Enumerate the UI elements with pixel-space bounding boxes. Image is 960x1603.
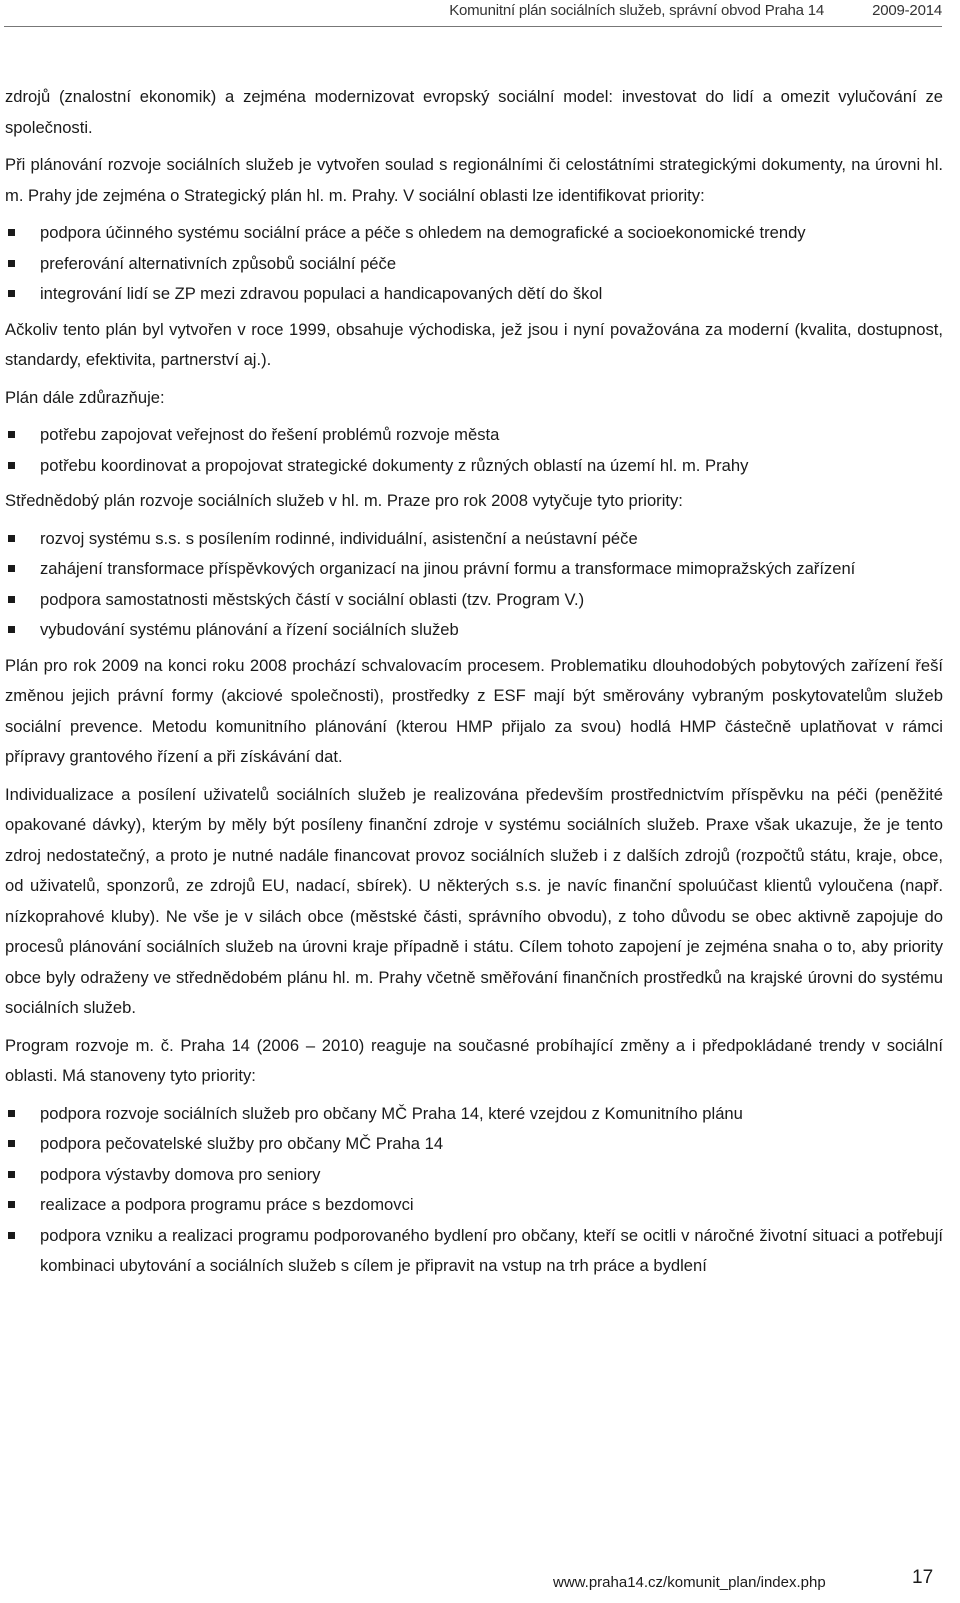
list-item: preferování alternativních způsobů sociální péče <box>5 249 943 280</box>
bullet-icon <box>8 1232 15 1239</box>
list-item: podpora pečovatelské služby pro občany MČ Praha 14 <box>5 1129 943 1160</box>
header-title: Komunitní plán sociálních služeb, správní obvod Praha 14 <box>449 2 825 19</box>
priority-list-2008 <box>5 524 943 646</box>
page-number: 17 <box>912 1567 934 1588</box>
list-item: podpora účinného systému sociální práce a péče s ohledem na demografické a socioekonomické trendy <box>5 218 943 249</box>
list-item: podpora vzniku a realizaci programu podporovaného bydlení pro občany, kteří se ocitli v náročné životní situaci a potřebují kombinaci ubytování a sociálních služeb s cílem je připravit na vstup na trh práce a bydlení <box>5 1221 943 1282</box>
bullet-icon <box>8 565 15 572</box>
footer-url: www.praha14.cz/komunit_plan/index.php <box>553 1574 826 1591</box>
list-item: zahájení transformace příspěvkových organizací na jinou právní formu a transformace mimopražských zařízení <box>5 554 943 585</box>
list-item: podpora samostatnosti městských částí v sociální oblasti (tzv. Program V.) <box>5 585 943 616</box>
bullet-icon <box>8 229 15 236</box>
bullet-icon <box>8 462 15 469</box>
paragraph-8: Program rozvoje m. č. Praha 14 (2006 – 2010) reaguje na současné probíhající změny a i předpokládané trendy v sociální oblasti. Má stanoveny tyto priority: <box>5 1035 943 1085</box>
plan-emphasis-list <box>5 420 943 481</box>
bullet-icon <box>8 260 15 267</box>
bullet-icon <box>8 1140 15 1147</box>
paragraph-3: Ačkoliv tento plán byl vytvořen v roce 1999, obsahuje východiska, jež jsou i nyní považována za moderní (kvalita, dostupnost, standardy, efektivita, partnerství aj.). <box>5 319 943 369</box>
bullet-icon <box>8 535 15 542</box>
list-item: rozvoj systému s.s. s posílením rodinné, individuální, asistenční a neústavní péče <box>5 524 943 555</box>
paragraph-7: Individualizace a posílení uživatelů sociálních služeb je realizována především prostřednictvím příspěvku na péči (peněžité opakované dávky), kterým by měly být posíleny finanční zdroje v systému sociálních služeb. Praxe však ukazuje, že je tento zdroj nedostatečný, a proto je nutné nadále financovat provoz sociálních služeb i z dalších zdrojů (rozpočtů státu, kraje, obce, od uživatelů, sponzorů, ze zdrojů EU, nadací, sbírek). U některých s.s. je navíc finanční spoluúčast klientů vyloučena (např. nízkoprahové kluby). Ne vše je v silách obce (městské části, správního obvodu), z toho důvodu se obec aktivně zapojuje do procesů plánování sociálních služeb na úrovni kraje případně i státu. Cílem tohoto zapojení je zejména snaha o to, aby priority obce byly odraženy ve střednědobém plánu hl. m. Prahy včetně směřování finančních prostředků na krajské úrovni do systému sociálních služeb. <box>5 784 943 1017</box>
paragraph-5: Střednědobý plán rozvoje sociálních služeb v hl. m. Praze pro rok 2008 vytyčuje tyto priority: <box>5 491 683 510</box>
document-body <box>5 82 943 1287</box>
bullet-icon <box>8 1110 15 1117</box>
list-item: potřebu koordinovat a propojovat strategické dokumenty z různých oblastí na území hl. m. Prahy <box>5 451 943 482</box>
priority-list-praha14 <box>5 1099 943 1282</box>
paragraph-2: Při plánování rozvoje sociálních služeb je vytvořen soulad s regionálními či celostátními strategickými dokumenty, na úrovni hl. m. Prahy jde zejména o Strategický plán hl. m. Prahy. V sociální oblasti lze identifikovat priority: <box>5 155 943 205</box>
bullet-icon <box>8 1201 15 1208</box>
bullet-icon <box>8 596 15 603</box>
paragraph-1: zdrojů (znalostní ekonomik) a zejména modernizovat evropský sociální model: investovat do lidí a omezit vylučování ze společnosti. <box>5 87 943 137</box>
list-item: podpora výstavby domova pro seniory <box>5 1160 943 1191</box>
running-header <box>0 2 942 19</box>
list-item: integrování lidí se ZP mezi zdravou populaci a handicapovaných dětí do škol <box>5 279 943 310</box>
list-item: realizace a podpora programu práce s bezdomovci <box>5 1190 943 1221</box>
priority-list-strategic-plan <box>5 218 943 310</box>
list-item: potřebu zapojovat veřejnost do řešení problémů rozvoje města <box>5 420 943 451</box>
bullet-icon <box>8 626 15 633</box>
paragraph-6: Plán pro rok 2009 na konci roku 2008 prochází schvalovacím procesem. Problematiku dlouhodobých pobytových zařízení řeší změnou jejich právní formy (akciové společnosti), prostředky z ESF mají být směrovány vybraným poskytovatelům služeb sociální prevence. Metodu komunitního plánování (kterou HMP přijalo za svou) hodlá HMP částečně uplatňovat v rámci přípravy grantového řízení a při získávání dat. <box>5 655 943 766</box>
header-divider <box>4 26 942 27</box>
paragraph-4: Plán dále zdůrazňuje: <box>5 387 165 407</box>
bullet-icon <box>8 1171 15 1178</box>
list-item: podpora rozvoje sociálních služeb pro občany MČ Praha 14, které vzejdou z Komunitního plánu <box>5 1099 943 1130</box>
bullet-icon <box>8 431 15 438</box>
header-period: 2009-2014 <box>872 2 942 19</box>
bullet-icon <box>8 290 15 297</box>
list-item: vybudování systému plánování a řízení sociálních služeb <box>5 615 943 646</box>
